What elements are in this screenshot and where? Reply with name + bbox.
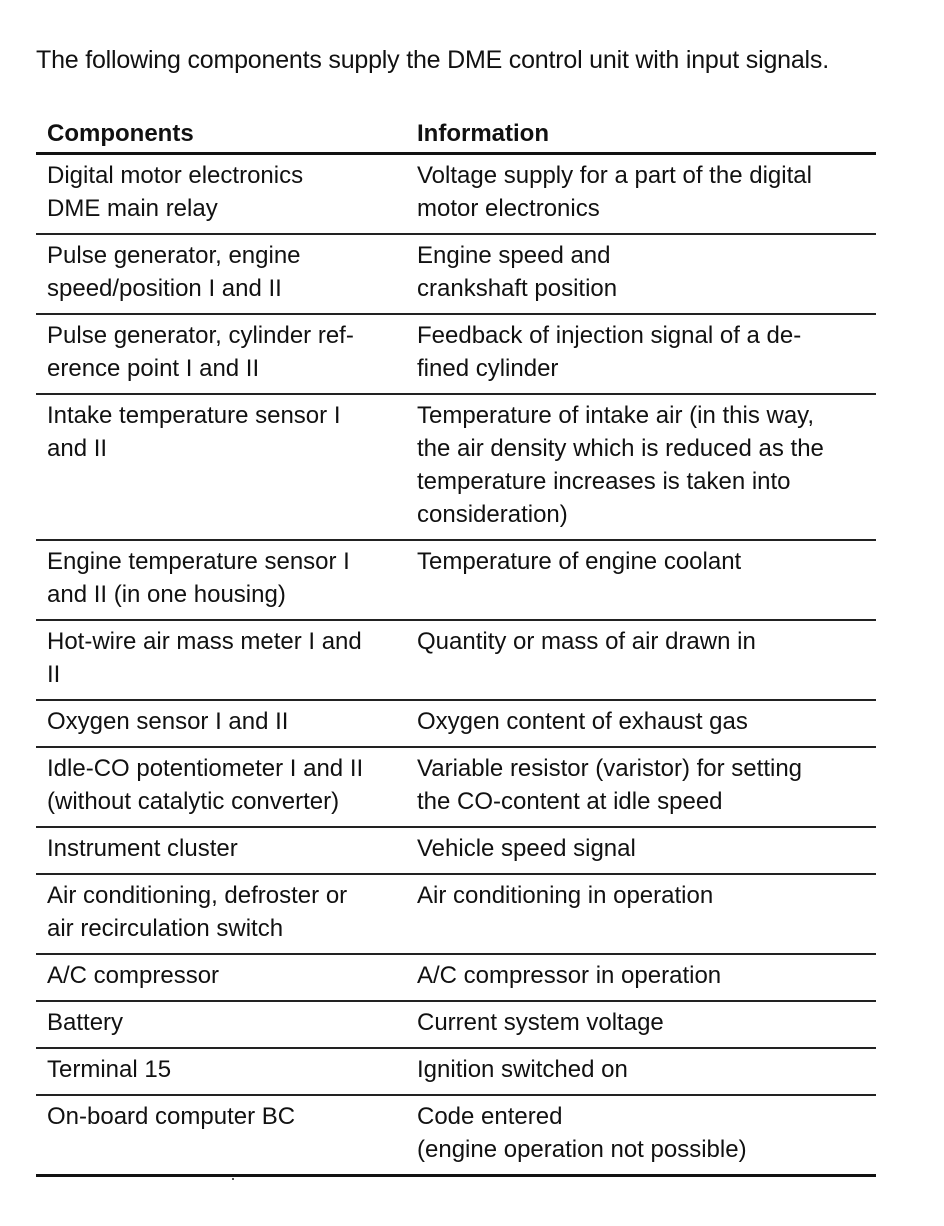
information-cell: Air conditioning in operation (417, 882, 714, 909)
information-cell: A/C compressor in operation (417, 962, 722, 989)
table-row (36, 1049, 876, 1096)
component-cell: Hot-wire air mass meter I and II (47, 628, 362, 688)
table-row (36, 621, 876, 701)
information-cell: Vehicle speed signal (417, 835, 636, 862)
information-cell: Voltage supply for a part of the digital motor electronics (417, 162, 812, 222)
component-cell: On-board computer BC (47, 1103, 296, 1130)
information-cell: Variable resistor (varistor) for setting the CO-content at idle speed (417, 755, 803, 815)
scan-speck (232, 1178, 234, 1180)
header-components: Components (47, 120, 194, 147)
table-row (36, 315, 876, 395)
table-row (36, 155, 876, 235)
component-cell: Terminal 15 (47, 1056, 172, 1083)
component-cell: Instrument cluster (47, 835, 238, 862)
table-row (36, 955, 876, 1002)
component-cell: Idle-CO potentiometer I and II (without catalytic converter) (47, 755, 364, 815)
information-cell: Ignition switched on (417, 1056, 628, 1083)
table-row (36, 1096, 876, 1177)
table-row (36, 541, 876, 621)
header-information: Information (417, 120, 549, 147)
components-table (36, 112, 876, 1177)
information-cell: Oxygen content of exhaust gas (417, 708, 748, 735)
component-cell: Air conditioning, defroster or air recirculation switch (47, 882, 348, 942)
table-row (36, 828, 876, 875)
component-cell: Pulse generator, cylinder ref- erence point I and II (47, 322, 354, 382)
table-row (36, 235, 876, 315)
table-header (36, 112, 876, 155)
information-cell: Quantity or mass of air drawn in (417, 628, 756, 655)
information-cell: Temperature of engine coolant (417, 548, 742, 575)
component-cell: Engine temperature sensor I and II (in one housing) (47, 548, 350, 608)
information-cell: Temperature of intake air (in this way, the air density which is reduced as the temperature increases is taken into consideration) (417, 402, 824, 528)
component-cell: Intake temperature sensor I and II (47, 402, 341, 462)
component-cell: Battery (47, 1009, 124, 1036)
component-cell: Digital motor electronics DME main relay (47, 162, 304, 222)
intro-text: The following components supply the DME control unit with input signals. (36, 46, 829, 74)
information-cell: Engine speed and crankshaft position (417, 242, 618, 302)
table-row (36, 395, 876, 541)
information-cell: Feedback of injection signal of a de- fined cylinder (417, 322, 802, 382)
component-cell: A/C compressor (47, 962, 220, 989)
table-row (36, 875, 876, 955)
information-cell: Current system voltage (417, 1009, 664, 1036)
information-cell: Code entered (engine operation not possible) (417, 1103, 747, 1163)
table-row (36, 748, 876, 828)
component-cell: Pulse generator, engine speed/position I and II (47, 242, 301, 302)
table-row (36, 1002, 876, 1049)
table-row (36, 701, 876, 748)
component-cell: Oxygen sensor I and II (47, 708, 289, 735)
